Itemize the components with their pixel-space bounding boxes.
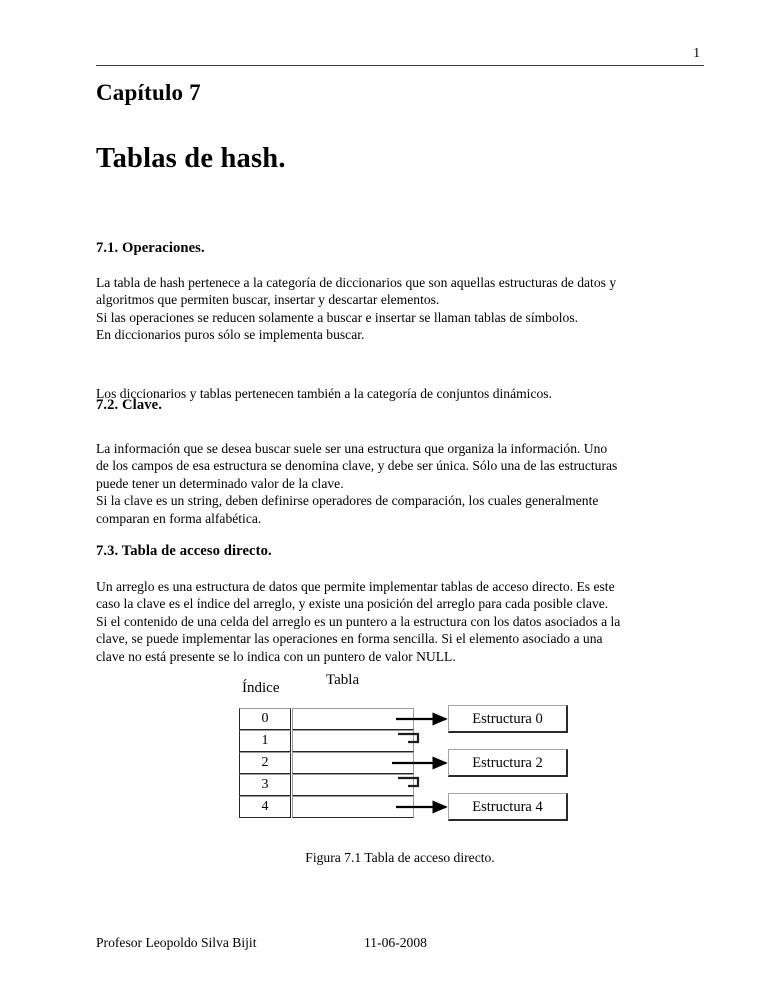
body-line: En diccionarios puros sólo se implementa buscar.	[96, 327, 365, 343]
section-body-7-3	[96, 578, 704, 665]
body-line: Si las operaciones se reducen solamente a buscar e insertar se llaman tablas de símbolos.	[96, 309, 579, 325]
null-pointer-symbol-row-3	[398, 778, 418, 786]
section-heading-7-3	[96, 543, 704, 560]
section-heading-text: 7.2. Clave.	[96, 397, 162, 413]
section-body-7-1	[96, 274, 704, 344]
index-cell: 3	[239, 774, 291, 796]
body-line: puede tener un determinado valor de la clave.	[96, 475, 344, 491]
section-body-7-2	[96, 440, 704, 527]
structure-box: Estructura 2	[448, 749, 568, 777]
figure-column-label-table: Tabla	[326, 672, 360, 688]
null-pointer-symbol-row-1	[398, 734, 418, 742]
body-line: Los diccionarios y tablas pertenecen también a la categoría de conjuntos dinámicos.	[96, 386, 552, 401]
page-number: 1	[693, 45, 700, 60]
body-line: La tabla de hash pertenece a la categoría de diccionarios que son aquellas estructuras de datos y	[96, 275, 617, 290]
index-cell: 2	[239, 752, 291, 774]
footer-date: 11-06-2008	[364, 935, 427, 950]
index-cell: 4	[239, 796, 291, 818]
body-line: caso la clave es el índice del arreglo, y existe una posición del arreglo para cada posible clave.	[96, 596, 609, 612]
body-line: algoritmos que permiten buscar, insertar y descartar elementos.	[96, 292, 440, 308]
header-rule	[96, 65, 704, 66]
structure-box: Estructura 0	[448, 705, 568, 733]
page-header	[96, 46, 704, 70]
index-cell: 1	[239, 730, 291, 752]
structure-box: Estructura 4	[448, 793, 568, 821]
body-line: clave, se puede implementar las operaciones en forma sencilla. Si el elemento asociado a una	[96, 631, 603, 647]
body-line: comparan en forma alfabética.	[96, 510, 262, 526]
figure-column-label-index: Índice	[242, 680, 280, 696]
section-heading-7-2	[96, 397, 704, 414]
index-cell: 0	[239, 708, 291, 730]
figure-7-1	[96, 672, 704, 872]
section-heading-7-1	[96, 240, 704, 257]
section-heading-text: 7.1. Operaciones.	[96, 240, 205, 256]
body-line: La información que se desea buscar suele ser una estructura que organiza la información. Uno	[96, 441, 608, 456]
body-line: Si la clave es un string, deben definirse operadores de comparación, los cuales generalmente	[96, 493, 599, 509]
page-title: Tablas de hash.	[96, 143, 286, 174]
figure-connectors	[96, 672, 704, 872]
section-heading-text: 7.3. Tabla de acceso directo.	[96, 543, 272, 559]
body-line: de los campos de esa estructura se denomina clave, y debe ser única. Sólo una de las estructuras	[96, 458, 618, 474]
chapter-label: Capítulo 7	[96, 80, 201, 105]
body-line: clave no está presente se lo indica con un puntero de valor NULL.	[96, 648, 456, 664]
footer-author: Profesor Leopoldo Silva Bijit	[96, 935, 257, 950]
body-line: Si el contenido de una celda del arreglo es un puntero a la estructura con los datos asociados a la	[96, 613, 621, 629]
body-line: Un arreglo es una estructura de datos que permite implementar tablas de acceso directo. Es este	[96, 579, 615, 594]
figure-caption: Figura 7.1 Tabla de acceso directo.	[305, 850, 495, 865]
